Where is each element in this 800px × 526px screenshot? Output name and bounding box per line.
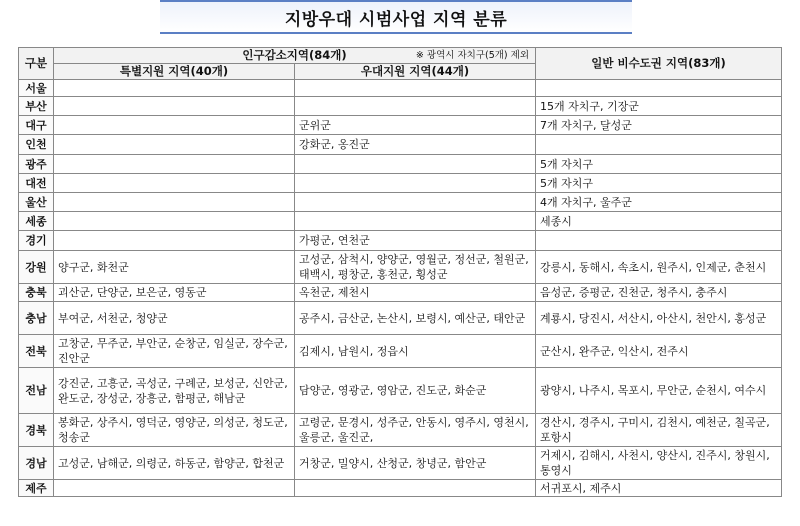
region-cell: 서울: [19, 80, 54, 97]
region-cell: 인천: [19, 135, 54, 155]
table-row: [19, 155, 782, 174]
table-row: [19, 116, 782, 135]
general-cell: 세종시: [536, 212, 782, 231]
region-table: [18, 47, 782, 497]
table-row: [19, 414, 782, 447]
header-general: 일반 비수도권 지역(83개): [536, 48, 782, 80]
region-cell: 제주: [19, 480, 54, 497]
preferential-cell: 가평군, 연천군: [295, 231, 536, 251]
preferential-cell: 김제시, 남원시, 정읍시: [295, 335, 536, 368]
header-region: 구분: [19, 48, 54, 80]
table-row: [19, 335, 782, 368]
general-cell: [536, 231, 782, 251]
table-row: [19, 251, 782, 284]
preferential-cell: 강화군, 옹진군: [295, 135, 536, 155]
table-row: [19, 284, 782, 302]
preferential-cell: [295, 97, 536, 116]
table-row: [19, 231, 782, 251]
special-cell: 봉화군, 상주시, 영덕군, 영양군, 의성군, 청도군, 청송군: [54, 414, 295, 447]
header-pop-decline-label: 인구감소지역(84개): [242, 48, 347, 62]
preferential-cell: [295, 480, 536, 497]
special-cell: [54, 193, 295, 212]
general-cell: [536, 135, 782, 155]
general-cell: 광양시, 나주시, 목포시, 무안군, 순천시, 여수시: [536, 368, 782, 414]
preferential-cell: [295, 212, 536, 231]
region-cell: 강원: [19, 251, 54, 284]
preferential-cell: [295, 193, 536, 212]
special-cell: [54, 97, 295, 116]
table-row: [19, 193, 782, 212]
region-cell: 부산: [19, 97, 54, 116]
region-cell: 전북: [19, 335, 54, 368]
special-cell: [54, 212, 295, 231]
header-pop-note: ※ 광역시 자치구(5개) 제외: [415, 50, 529, 61]
general-cell: 5개 자치구: [536, 155, 782, 174]
preferential-cell: 고령군, 문경시, 성주군, 안동시, 영주시, 영천시, 울릉군, 울진군,: [295, 414, 536, 447]
special-cell: [54, 116, 295, 135]
special-cell: [54, 480, 295, 497]
table-row: [19, 368, 782, 414]
special-cell: [54, 231, 295, 251]
general-cell: 15개 자치구, 기장군: [536, 97, 782, 116]
preferential-cell: [295, 155, 536, 174]
general-cell: 음성군, 증평군, 진천군, 청주시, 충주시: [536, 284, 782, 302]
general-cell: [536, 80, 782, 97]
table-row: [19, 480, 782, 497]
region-cell: 전남: [19, 368, 54, 414]
region-cell: 광주: [19, 155, 54, 174]
region-cell: 경북: [19, 414, 54, 447]
general-cell: 7개 자치구, 달성군: [536, 116, 782, 135]
general-cell: 계룡시, 당진시, 서산시, 아산시, 천안시, 홍성군: [536, 302, 782, 335]
special-cell: [54, 135, 295, 155]
preferential-cell: [295, 174, 536, 193]
general-cell: 거제시, 김해시, 사천시, 양산시, 진주시, 창원시, 통영시: [536, 447, 782, 480]
general-cell: 4개 자치구, 울주군: [536, 193, 782, 212]
special-cell: 강진군, 고흥군, 곡성군, 구례군, 보성군, 신안군, 완도군, 장성군, 장흥군, 함평군, 해남군: [54, 368, 295, 414]
preferential-cell: 담양군, 영광군, 영암군, 진도군, 화순군: [295, 368, 536, 414]
table-row: [19, 174, 782, 193]
special-cell: 양구군, 화천군: [54, 251, 295, 284]
preferential-cell: [295, 80, 536, 97]
region-cell: 충북: [19, 284, 54, 302]
special-cell: [54, 174, 295, 193]
special-cell: [54, 155, 295, 174]
preferential-cell: 공주시, 금산군, 논산시, 보령시, 예산군, 태안군: [295, 302, 536, 335]
header-pop-decline: [54, 48, 536, 64]
special-cell: 괴산군, 단양군, 보은군, 영동군: [54, 284, 295, 302]
region-cell: 경기: [19, 231, 54, 251]
table-row: [19, 302, 782, 335]
general-cell: 강릉시, 동해시, 속초시, 원주시, 인제군, 춘천시: [536, 251, 782, 284]
special-cell: 부여군, 서천군, 청양군: [54, 302, 295, 335]
region-cell: 경남: [19, 447, 54, 480]
preferential-cell: 거창군, 밀양시, 산청군, 창녕군, 함안군: [295, 447, 536, 480]
region-cell: 울산: [19, 193, 54, 212]
region-cell: 대구: [19, 116, 54, 135]
header-preferential: 우대지원 지역(44개): [295, 64, 536, 80]
region-cell: 세종: [19, 212, 54, 231]
preferential-cell: 옥천군, 제천시: [295, 284, 536, 302]
preferential-cell: 군위군: [295, 116, 536, 135]
general-cell: 5개 자치구: [536, 174, 782, 193]
header-special: 특별지원 지역(40개): [54, 64, 295, 80]
general-cell: 경산시, 경주시, 구미시, 김천시, 예천군, 칠곡군, 포항시: [536, 414, 782, 447]
special-cell: 고성군, 남해군, 의령군, 하동군, 함양군, 합천군: [54, 447, 295, 480]
table-row: [19, 212, 782, 231]
table-row: [19, 97, 782, 116]
preferential-cell: 고성군, 삼척시, 양양군, 영월군, 정선군, 철원군, 태백시, 평창군, 홍천군, 횡성군: [295, 251, 536, 284]
general-cell: 군산시, 완주군, 익산시, 전주시: [536, 335, 782, 368]
special-cell: 고창군, 무주군, 부안군, 순창군, 임실군, 장수군, 진안군: [54, 335, 295, 368]
region-cell: 충남: [19, 302, 54, 335]
general-cell: 서귀포시, 제주시: [536, 480, 782, 497]
title-banner: [160, 0, 632, 34]
special-cell: [54, 80, 295, 97]
region-cell: 대전: [19, 174, 54, 193]
table-row: [19, 447, 782, 480]
table-row: [19, 80, 782, 97]
table-row: [19, 135, 782, 155]
page-title: 지방우대 시범사업 지역 분류: [284, 9, 508, 30]
